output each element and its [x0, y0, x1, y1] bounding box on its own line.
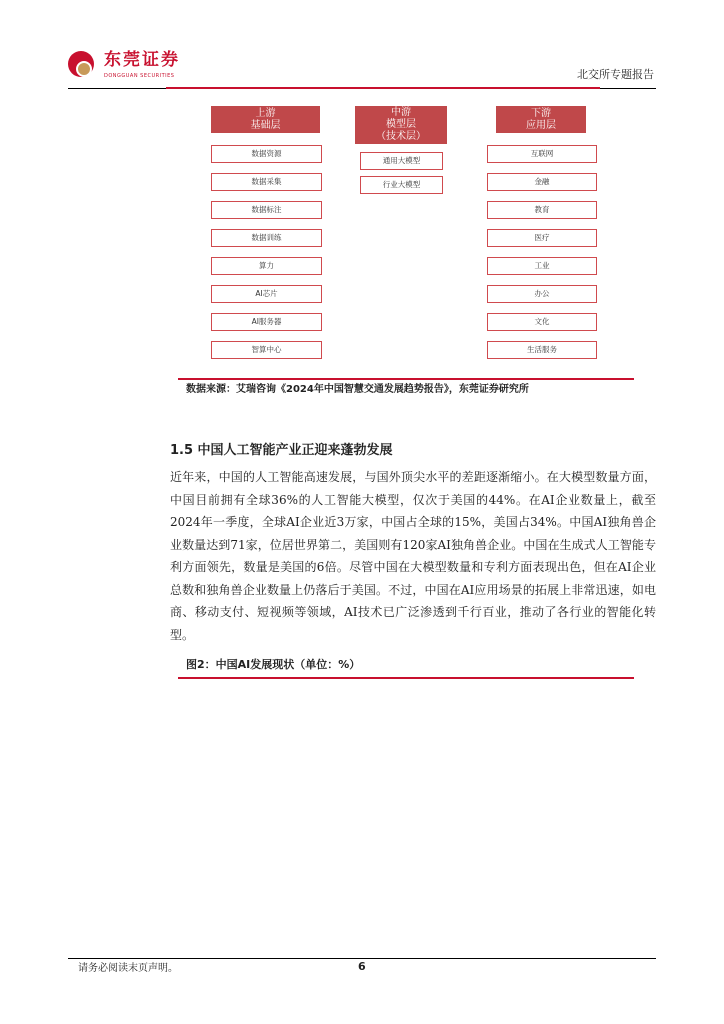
logo-subtext: DONGGUAN SECURITIES	[104, 73, 175, 79]
downstream-header	[496, 106, 586, 133]
midstream-subtitle2: （技术层）	[376, 131, 426, 142]
logo-text: 东莞证券	[104, 50, 180, 70]
upstream-subtitle: 基础层	[250, 119, 281, 131]
upstream-item: AI服务器	[211, 313, 322, 331]
downstream-item: 生活服务	[487, 341, 597, 359]
upstream-header	[211, 106, 320, 133]
upstream-item: 算力	[211, 257, 322, 275]
midstream-header	[355, 106, 447, 144]
figure-divider	[178, 677, 634, 679]
upstream-item: 数据训练	[211, 229, 322, 247]
downstream-item: 办公	[487, 285, 597, 303]
section-content	[170, 466, 656, 679]
page-number: 6	[358, 960, 366, 973]
downstream-item: 文化	[487, 313, 597, 331]
header-accent-line	[166, 87, 600, 89]
figure-caption: 图2：中国AI发展现状（单位：%）	[186, 658, 361, 671]
upstream-item: 智算中心	[211, 341, 322, 359]
midstream-subtitle: 模型层	[386, 119, 416, 130]
footer-disclaimer: 请务必阅读末页声明。	[78, 963, 178, 974]
downstream-item: 互联网	[487, 145, 597, 163]
footer-divider	[68, 958, 656, 959]
downstream-subtitle: 应用层	[526, 119, 556, 131]
section-title: 1.5 中国人工智能产业正迎来蓬勃发展	[170, 443, 393, 458]
upstream-item: AI芯片	[211, 285, 322, 303]
upstream-item: 数据采集	[211, 173, 322, 191]
source-note: 数据来源：艾瑞咨询《2024年中国智慧交通发展趋势报告》，东莞证券研究所	[186, 384, 529, 395]
logo-icon-inner	[76, 61, 92, 77]
downstream-title: 下游	[531, 107, 551, 119]
downstream-item: 工业	[487, 257, 597, 275]
upstream-title: 上游	[255, 107, 276, 119]
downstream-item: 医疗	[487, 229, 597, 247]
midstream-item: 行业大模型	[360, 176, 443, 194]
downstream-item: 教育	[487, 201, 597, 219]
upstream-item: 数据资源	[211, 145, 322, 163]
report-type: 北交所专题报告	[577, 68, 654, 81]
midstream-title: 中游	[391, 107, 411, 118]
source-divider	[178, 378, 634, 380]
downstream-item: 金融	[487, 173, 597, 191]
upstream-item: 数据标注	[211, 201, 322, 219]
midstream-item: 通用大模型	[360, 152, 443, 170]
section-body: 近年来，中国的人工智能高速发展，与国外顶尖水平的差距逐渐缩小。在大模型数量方面，中国目前拥有全球36%的人工智能大模型，仅次于美国的44%。在AI企业数量上，截至2024年一季度，全球AI企业近3万家，中国占全球的15%，美国占34%。中国AI独角兽企业数量达到71家，位居世界第二，美国则有120家AI独角兽企业。中国在生成式人工智能专利方面领先，数量是美国的6倍。尽管中国在大模型数量和专利方面表现出色，但在AI企业总数和独角兽企业数量上仍落后于美国。不过，中国在AI应用场景的拓展上非常迅速，如电商、移动支付、短视频等领域，AI技术已广泛渗透到千行百业，推动了各行业的智能化转型。	[170, 470, 656, 642]
